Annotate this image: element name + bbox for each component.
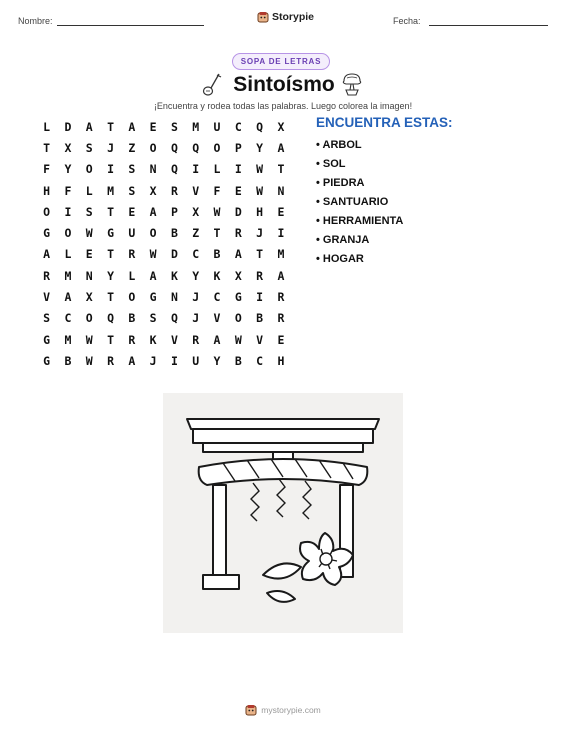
grid-cell[interactable]: Q [256, 119, 264, 134]
grid-cell[interactable]: C [192, 247, 200, 262]
grid-cell[interactable]: S [170, 119, 178, 134]
grid-cell[interactable]: Y [192, 268, 200, 283]
grid-cell[interactable]: O [128, 290, 136, 305]
grid-cell[interactable]: J [149, 353, 157, 368]
grid-cell[interactable]: T [107, 204, 114, 219]
grid-cell[interactable]: A [64, 290, 72, 305]
grid-cell[interactable]: R [277, 290, 285, 305]
grid-cell[interactable]: U [128, 226, 136, 241]
grid-cell[interactable]: Y [213, 353, 221, 368]
grid-cell[interactable]: I [256, 290, 264, 305]
grid-cell[interactable]: K [213, 268, 221, 283]
grid-cell[interactable]: T [107, 290, 114, 305]
word-list-title: ENCUENTRA ESTAS: [316, 115, 453, 130]
grid-cell[interactable]: X [234, 268, 242, 283]
grid-cell[interactable]: R [128, 247, 136, 262]
grid-cell[interactable]: K [170, 268, 178, 283]
storypie-logo-icon [257, 11, 269, 23]
grid-cell[interactable]: A [234, 247, 242, 262]
coloring-image [163, 393, 403, 633]
grid-cell[interactable]: W [149, 247, 157, 262]
grid-cell[interactable]: Y [64, 162, 72, 177]
grid-cell[interactable]: W [85, 353, 93, 368]
page-title: Sintoísmo [233, 73, 335, 96]
grid-cell[interactable]: M [64, 268, 72, 283]
grid-cell[interactable]: O [43, 204, 51, 219]
grid-cell[interactable]: L [43, 119, 51, 134]
grid-cell[interactable]: H [256, 204, 264, 219]
footer [0, 704, 566, 716]
grid-cell[interactable]: E [85, 247, 93, 262]
date-label: Fecha: [393, 16, 421, 26]
grid-cell[interactable]: X [64, 140, 72, 155]
grid-cell[interactable]: N [170, 290, 178, 305]
grid-cell[interactable]: S [128, 183, 136, 198]
grid-cell[interactable]: Y [107, 268, 114, 283]
grid-cell[interactable]: S [128, 162, 136, 177]
date-line[interactable] [429, 25, 548, 26]
grid-cell[interactable]: O [64, 226, 72, 241]
grid-cell[interactable]: R [107, 353, 114, 368]
grid-cell[interactable]: A [277, 140, 285, 155]
grid-cell[interactable]: E [149, 119, 157, 134]
grid-cell[interactable]: R [277, 311, 285, 326]
grid-cell[interactable]: I [192, 162, 200, 177]
grid-cell[interactable]: G [43, 332, 51, 347]
grid-cell[interactable]: M [192, 119, 200, 134]
grid-cell[interactable]: B [64, 353, 72, 368]
grid-cell[interactable]: N [85, 268, 93, 283]
grid-cell[interactable]: A [128, 353, 136, 368]
grid-cell[interactable]: T [43, 140, 51, 155]
grid-cell[interactable]: Z [128, 140, 136, 155]
grid-cell[interactable]: L [213, 162, 221, 177]
grid-cell[interactable]: L [128, 268, 136, 283]
grid-cell[interactable]: A [149, 204, 157, 219]
grid-cell[interactable]: G [43, 353, 51, 368]
grid-cell[interactable]: T [256, 247, 264, 262]
grid-cell[interactable]: C [256, 353, 264, 368]
grid-cell[interactable]: R [128, 332, 136, 347]
grid-cell[interactable]: H [43, 183, 51, 198]
grid-cell[interactable]: B [213, 247, 221, 262]
grid-cell[interactable]: J [256, 226, 264, 241]
footer-url[interactable]: mystorypie.com [261, 705, 321, 715]
grid-cell[interactable]: I [277, 226, 285, 241]
grid-cell[interactable]: H [277, 353, 285, 368]
grid-cell[interactable]: E [277, 204, 285, 219]
grid-cell[interactable]: I [64, 204, 72, 219]
grid-cell[interactable]: E [277, 332, 285, 347]
grid-cell[interactable]: A [149, 268, 157, 283]
grid-cell[interactable]: S [85, 140, 93, 155]
grid-cell[interactable]: I [107, 162, 114, 177]
grid-cell[interactable]: K [149, 332, 157, 347]
grid-cell[interactable]: C [64, 311, 72, 326]
grid-cell[interactable]: N [277, 183, 285, 198]
grid-cell[interactable]: F [43, 162, 51, 177]
name-label: Nombre: [18, 16, 53, 26]
grid-cell[interactable]: V [170, 332, 178, 347]
grid-cell[interactable]: A [43, 247, 51, 262]
grid-cell[interactable]: P [234, 140, 242, 155]
grid-cell[interactable]: W [256, 183, 264, 198]
grid-cell[interactable]: Q [107, 311, 114, 326]
activity-badge: SOPA DE LETRAS [232, 53, 330, 70]
brand-logo [257, 11, 314, 23]
grid-cell[interactable]: B [234, 353, 242, 368]
grid-cell[interactable]: J [192, 290, 200, 305]
grid-cell[interactable]: J [107, 140, 114, 155]
grid-cell[interactable]: W [234, 332, 242, 347]
grid-cell[interactable]: A [277, 268, 285, 283]
grid-cell[interactable]: G [234, 290, 242, 305]
grid-cell[interactable]: O [213, 140, 221, 155]
grid-cell[interactable]: V [256, 332, 264, 347]
grid-cell[interactable]: S [43, 311, 51, 326]
grid-cell[interactable]: X [85, 290, 93, 305]
grid-cell[interactable]: X [277, 119, 285, 134]
grid-cell[interactable]: D [64, 119, 72, 134]
grid-cell[interactable]: B [170, 226, 178, 241]
brand-name: Storypie [272, 11, 315, 23]
word-item: • GRANJA [316, 234, 370, 246]
grid-cell[interactable]: X [149, 183, 157, 198]
grid-cell[interactable]: G [149, 290, 157, 305]
grid-cell[interactable]: Q [170, 162, 178, 177]
grid-cell[interactable]: A [213, 332, 221, 347]
word-item: • PIEDRA [316, 177, 365, 189]
grid-cell[interactable]: P [170, 204, 178, 219]
grid-cell[interactable]: E [128, 204, 136, 219]
grid-cell[interactable]: O [234, 311, 242, 326]
grid-cell[interactable]: R [170, 183, 178, 198]
grid-cell[interactable]: G [43, 226, 51, 241]
grid-cell[interactable]: W [213, 204, 221, 219]
grid-cell[interactable]: R [256, 268, 264, 283]
grid-cell[interactable]: O [85, 311, 93, 326]
grid-cell[interactable]: U [213, 119, 221, 134]
grid-cell[interactable]: D [170, 247, 178, 262]
grid-cell[interactable]: M [107, 183, 114, 198]
word-item: • SOL [316, 158, 346, 170]
grid-cell[interactable]: Q [170, 311, 178, 326]
grid-cell[interactable]: W [85, 332, 93, 347]
grid-cell[interactable]: Q [170, 140, 178, 155]
grid-cell[interactable]: L [85, 183, 93, 198]
grid-cell[interactable]: O [149, 226, 157, 241]
grid-cell[interactable]: W [85, 226, 93, 241]
grid-cell[interactable]: I [234, 162, 242, 177]
word-item: • SANTUARIO [316, 196, 389, 208]
grid-cell[interactable]: C [213, 290, 221, 305]
grid-cell[interactable]: S [85, 204, 93, 219]
name-line[interactable] [57, 25, 204, 26]
grid-cell[interactable]: I [170, 353, 178, 368]
grid-cell[interactable]: T [277, 162, 285, 177]
grid-cell[interactable]: V [192, 183, 200, 198]
grid-cell[interactable]: Z [192, 226, 200, 241]
grid-cell[interactable]: J [192, 311, 200, 326]
grid-cell[interactable]: U [192, 353, 200, 368]
grid-cell[interactable]: L [64, 247, 72, 262]
instructions: ¡Encuentra y rodea todas las palabras. Luego colorea la imagen! [153, 101, 413, 111]
grid-cell[interactable]: A [85, 119, 93, 134]
grid-cell[interactable]: C [234, 119, 242, 134]
grid-cell[interactable]: V [43, 290, 51, 305]
grid-cell[interactable]: B [128, 311, 136, 326]
grid-cell[interactable]: E [234, 183, 242, 198]
grid-cell[interactable]: G [107, 226, 114, 241]
grid-cell[interactable]: T [107, 119, 114, 134]
word-item: • HOGAR [316, 253, 364, 265]
grid-cell[interactable]: M [277, 247, 285, 262]
grid-cell[interactable]: Y [256, 140, 264, 155]
grid-cell[interactable]: A [128, 119, 136, 134]
grid-cell[interactable]: R [192, 332, 200, 347]
grid-cell[interactable]: O [85, 162, 93, 177]
grid-cell[interactable]: V [213, 311, 221, 326]
grid-cell[interactable]: F [64, 183, 72, 198]
word-search-grid[interactable] [36, 116, 292, 372]
shamisen-icon [202, 72, 222, 98]
grid-cell[interactable]: Q [192, 140, 200, 155]
grid-cell[interactable]: F [213, 183, 221, 198]
torii-gate-illustration [163, 393, 403, 633]
bonsai-tree-icon [340, 71, 364, 97]
word-item: • ARBOL [316, 139, 362, 151]
grid-cell[interactable]: W [256, 162, 264, 177]
grid-cell[interactable]: T [213, 226, 221, 241]
grid-cell[interactable]: T [107, 247, 114, 262]
grid-cell[interactable]: B [256, 311, 264, 326]
grid-cell[interactable]: R [43, 268, 51, 283]
storypie-logo-icon [245, 704, 257, 716]
grid-cell[interactable]: D [234, 204, 242, 219]
grid-cell[interactable]: O [149, 140, 157, 155]
word-item: • HERRAMIENTA [316, 215, 404, 227]
grid-cell[interactable]: T [107, 332, 114, 347]
grid-cell[interactable]: S [149, 311, 157, 326]
grid-cell[interactable]: M [64, 332, 72, 347]
grid-cell[interactable]: X [192, 204, 200, 219]
word-list [316, 136, 403, 269]
grid-cell[interactable]: N [149, 162, 157, 177]
grid-cell[interactable]: R [234, 226, 242, 241]
